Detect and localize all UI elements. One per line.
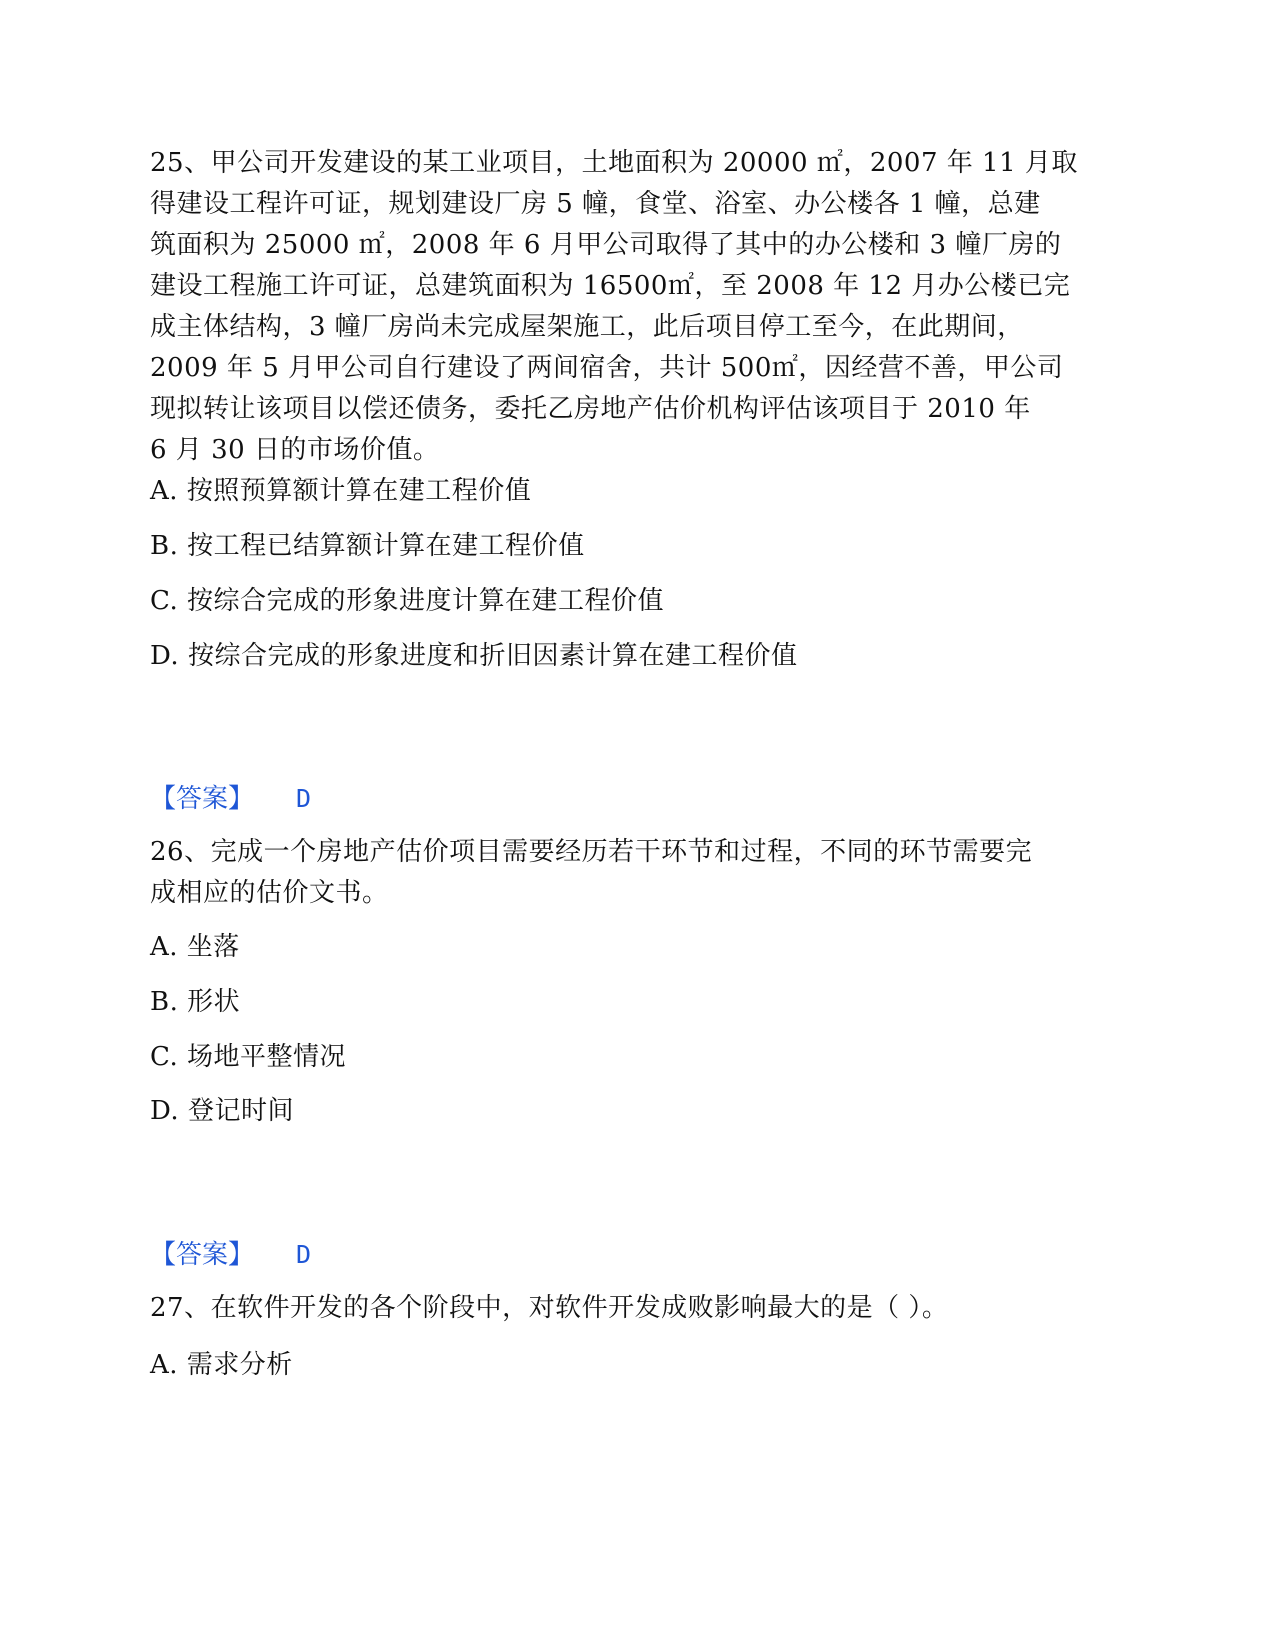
question-stem-line: 现拟转让该项目以偿还债务，委托乙房地产估价机构评估该项目于 2010 年	[150, 394, 1031, 424]
question-25-option-c: C. 按综合完成的形象进度计算在建工程价值	[150, 586, 664, 616]
question-stem-line: 25、甲公司开发建设的某工业项目，土地面积为 20000 ㎡，2007 年 11 月取	[150, 148, 1078, 178]
question-27-option-a: A. 需求分析	[150, 1350, 293, 1380]
question-stem-line: 6 月 30 日的市场价值。	[150, 435, 440, 465]
question-26-option-a: A. 坐落	[150, 932, 240, 962]
question-stem-line: 26、完成一个房地产估价项目需要经历若干环节和过程，不同的环节需要完	[150, 837, 1033, 867]
answer-value: D	[296, 1240, 312, 1269]
question-stem-line: 成相应的估价文书。	[150, 878, 389, 908]
question-stem-line: 2009 年 5 月甲公司自行建设了两间宿舍，共计 500㎡，因经营不善，甲公司	[150, 353, 1064, 383]
question-stem-line: 筑面积为 25000 ㎡，2008 年 6 月甲公司取得了其中的办公楼和 3 幢厂房的	[150, 230, 1062, 260]
answer-label: 【答案】	[150, 1240, 255, 1270]
question-26-answer	[150, 1238, 311, 1272]
question-25-answer	[150, 782, 311, 816]
question-stem-line: 建设工程施工许可证，总建筑面积为 16500㎡，至 2008 年 12 月办公楼已完	[150, 271, 1071, 301]
question-stem-line: 得建设工程许可证，规划建设厂房 5 幢，食堂、浴室、办公楼各 1 幢，总建	[150, 189, 1041, 219]
question-26-option-c: C. 场地平整情况	[150, 1042, 346, 1072]
question-26-option-d: D. 登记时间	[150, 1096, 294, 1126]
question-stem-line: 27、在软件开发的各个阶段中，对软件开发成败影响最大的是（ ）。	[150, 1293, 949, 1323]
question-25-option-a: A. 按照预算额计算在建工程价值	[150, 476, 532, 506]
question-25-option-b: B. 按工程已结算额计算在建工程价值	[150, 531, 585, 561]
question-25-option-d: D. 按综合完成的形象进度和折旧因素计算在建工程价值	[150, 641, 798, 671]
answer-label: 【答案】	[150, 784, 255, 814]
question-stem-line: 成主体结构，3 幢厂房尚未完成屋架施工，此后项目停工至今，在此期间，	[150, 312, 1024, 342]
question-27-stem	[150, 1288, 1110, 1329]
answer-value: D	[296, 784, 312, 813]
question-26-option-b: B. 形状	[150, 987, 241, 1017]
question-26-stem	[150, 832, 1110, 914]
question-25-stem	[150, 143, 1110, 471]
